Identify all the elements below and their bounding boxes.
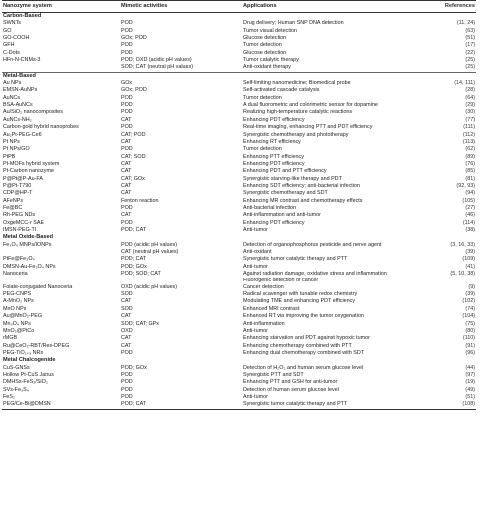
cell-mimetic-activities: POD; SOD; CAT [121,271,161,278]
cell-references: (51) [465,393,475,400]
table-row [2,242,476,249]
cell-applications: Self-activated cascade catalysis [243,87,320,94]
cell-references: (91) [465,342,475,349]
cell-mimetic-activities: POD; OXD (acidic pH values) [121,57,192,64]
cell-mimetic-activities: GOx; POD [121,87,147,94]
cell-applications: A dual fluorometric and colorimetric sensor for dopamine [243,102,378,109]
table-row [2,161,476,168]
cell-applications: Cancer detection [243,283,284,290]
cell-nanozyme-system: rMGB [3,335,18,342]
cell-references: (44) [465,364,475,371]
table-row [2,80,476,87]
table-row [2,264,476,271]
cell-applications: Enhancing PDT efficiency [243,116,305,123]
cell-nanozyme-system: OxgeMCC-r SAE [3,219,45,226]
table-row [2,64,476,72]
cell-references: (85) [465,168,475,175]
cell-references: (105) [462,197,475,204]
cell-nanozyme-system: Nanoceria [3,271,28,278]
cell-applications: Enhancing RT efficiency [243,138,301,145]
cell-mimetic-activities: POD; GOx [121,364,147,371]
cell-nanozyme-system: Fe₃O₄ MNPs/IONPs [3,241,52,248]
table-row [2,256,476,263]
cell-applications: Anti-tumor [243,327,268,334]
cell-references: (22) [465,49,475,56]
cell-mimetic-activities: POD [121,20,133,27]
cell-mimetic-activities: POD; CAT [121,226,147,233]
cell-nanozyme-system: GO-COOH [3,35,30,42]
cell-applications: Tumor catalytic therapy [243,57,299,64]
table-row [2,87,476,94]
cell-references: (113) [462,138,475,145]
section-title: Carbon-Based [3,13,42,19]
section-title: Metal Oxide-Based [3,234,54,241]
cell-applications: Enhancing PDT efficiency [243,160,305,167]
cell-applications: Detection of H₂O₂ and human serum glucose level [243,364,364,371]
cell-mimetic-activities: CAT [121,116,132,123]
cell-nanozyme-system: PEG-TiO₁₊ₓ NRs [3,349,44,356]
cell-applications: Anti-oxidant [243,249,272,255]
cell-mimetic-activities: POD [121,349,133,356]
cell-applications: Tumor visual detection [243,27,298,34]
cell-nanozyme-system: CuS-GNSs [3,364,30,371]
cell-references: (46) [465,212,475,219]
cell-references: (112) [462,131,475,138]
table-row [2,343,476,350]
cell-applications: Enhancing chemotherapy combined with PTT [243,342,352,349]
cell-nanozyme-system: Mn₃O₄ NPs [3,320,31,327]
cell-references: (89) [465,153,475,160]
cell-mimetic-activities: CAT [121,168,132,175]
cell-applications: Tumor detection [243,146,282,153]
table-row [2,146,476,153]
table-row [2,249,476,256]
section-title: Metal Chalcogenide [3,357,56,364]
nanozyme-table [2,0,476,410]
table-row [2,102,476,109]
cell-references: (17) [465,42,475,49]
cell-mimetic-activities: POD [121,204,133,211]
table-row [2,117,476,124]
cell-nanozyme-system: PEG-CNPS [3,291,32,298]
cell-references: (9) [468,283,475,290]
section-row [2,72,476,80]
table-row [2,394,476,401]
cell-applications: Glucose detection [243,49,287,56]
cell-references: (109) [462,256,475,263]
cell-applications: Enhancing PTT and GSH for anti-tumor [243,379,338,386]
section-title: Metal-Based [2,72,476,80]
cell-mimetic-activities: CAT [121,212,132,219]
cell-applications: Enhancing PDT and PTT efficiency [243,168,327,175]
cell-references: (51) [465,35,475,42]
cell-mimetic-activities: CAT [121,182,132,189]
cell-nanozyme-system: AuNCs [3,94,21,101]
cell-applications: Detection of human serum glucose level [243,386,339,393]
cell-references: (110) [462,335,475,342]
cell-references: (94) [465,190,475,197]
table-row [2,298,476,305]
cell-nanozyme-system: GO [3,27,12,34]
cell-applications: Synergistic chemotherapy and phototherapy [243,131,349,138]
cell-mimetic-activities: OXD [121,327,133,334]
cell-applications: Glucose detection [243,35,287,42]
cell-mimetic-activities: POD [121,124,133,131]
table-row [2,284,476,291]
table-row [2,365,476,372]
cell-nanozyme-system: SWNTs [3,20,21,27]
cell-nanozyme-system: Rh-PEG NDs [3,212,36,219]
table-header [2,1,476,13]
cell-applications: Synergistic chemotherapy and SDT [243,190,328,197]
cell-nanozyme-system: IMSN-PEG-TI [3,226,37,233]
cell-nanozyme-system: PtPB [3,153,16,160]
cell-references: (62) [465,146,475,153]
cell-applications: Real-time imaging, enhancing PTT and PDT efficiency [243,124,373,131]
cell-mimetic-activities: POD [121,102,133,109]
cell-applications: Tumor detection [243,94,282,101]
table-row [2,271,476,278]
cell-references: (49) [465,386,475,393]
table-row [2,401,476,409]
cell-nanozyme-system: AFeNPs [3,197,24,204]
cell-mimetic-activities: Fenton reaction [121,197,159,204]
cell-mimetic-activities: CAT [121,138,132,145]
cell-references: (81) [465,175,475,182]
cell-applications: Enhancing PTT efficiency [243,153,304,160]
cell-references: (97) [465,371,475,378]
cell-nanozyme-system: A-MnO₂ NPs [3,298,34,305]
header-references: References [432,1,476,13]
cell-mimetic-activities: POD; GOx [121,263,147,270]
cell-mimetic-activities: SOD; CAT (neutral pH values) [121,64,193,71]
table-row [2,132,476,139]
cell-references: (19) [465,379,475,386]
cell-nanozyme-system: CDP@HP-T [3,190,33,197]
table-row [2,220,476,227]
table-row [2,328,476,335]
cell-references: (28) [465,87,475,94]
table-row [2,212,476,219]
table-row [2,335,476,342]
cell-nanozyme-system: PEG/Ce-Bi@DMSN [2,401,120,409]
table-row [2,387,476,394]
cell-nanozyme-system: Fe@BC [3,204,23,211]
cell-nanozyme-system: HFn-N-CNMs-3 [3,57,41,64]
cell-mimetic-activities: POD [121,371,133,378]
cell-nanozyme-system: Au@MnO₂-PEG [3,313,43,320]
cell-applications: Against radiation damage, oxidative stress and inflammation [243,271,387,278]
cell-nanozyme-system: MnO₂@PtCo [3,327,35,334]
cell-applications: Enhancing SDT efficiency; anti-bacterial infection [243,182,360,189]
cell-nanozyme-system: P@Pt-T790 [3,182,32,189]
cell-nanozyme-system: Ru@CeO₂-RBT/Res-DPEG [3,342,70,349]
cell-references: (64) [465,94,475,101]
cell-mimetic-activities: OXD (acidic pH values) [121,283,178,290]
cell-nanozyme-system: Pt-MOFs hybrid system [3,160,60,167]
cell-references: (108) [432,401,476,409]
cell-applications: Enhancing starvation and PDT against hypoxic tumor [243,335,370,342]
cell-references: (11, 24) [456,20,475,27]
cell-applications: Anti-tumor [243,393,268,400]
section-row [2,357,476,364]
cell-nanozyme-system: BSA-AuNCs [3,102,33,109]
cell-references: (27) [465,204,475,211]
cell-applications: Enhancing PDT efficiency [243,219,305,226]
cell-references: (3, 16, 33) [450,241,475,248]
table-row [2,28,476,35]
table-row [2,306,476,313]
cell-mimetic-activities: POD [121,49,133,56]
table-row [2,168,476,175]
cell-applications: Anti-bacterial infection [243,204,297,211]
cell-applications: Anti-inflammation [243,320,285,327]
cell-mimetic-activities: CAT; GOx [121,175,145,182]
table-row [2,50,476,57]
cell-references: (74) [465,305,475,312]
cell-mimetic-activities: SOD [121,291,133,298]
cell-nanozyme-system: FeS₂ [3,393,15,400]
cell-references: (104) [462,313,475,320]
cell-applications: Anti-oxidant therapy [243,64,291,71]
cell-mimetic-activities: CAT [121,160,132,167]
cell-applications: Enhanced MRI contrast [243,305,300,312]
cell-applications: Anti-tumor [243,226,268,233]
cell-references: (75) [465,320,475,327]
cell-references: (39) [465,291,475,298]
section-row [2,13,476,21]
cell-mimetic-activities: POD; CAT [121,256,147,263]
cell-applications: Synergistic starving-like therapy and PDT [243,175,342,182]
table-row [2,183,476,190]
cell-nanozyme-system: PtFe@Fe₃O₄ [3,256,35,263]
table-row [2,109,476,116]
table-row [2,313,476,320]
cell-nanozyme-system: Carbon-gold hybrid nanoprobes [3,124,79,131]
cell-references: (92, 93) [456,182,475,189]
cell-nanozyme-system: Pt-Carbon nanozyme [3,168,54,175]
cell-mimetic-activities: POD (acidic pH values) [121,241,178,248]
table-row [2,35,476,42]
section-row [2,234,476,241]
table-row [2,154,476,161]
cell-references: (76) [465,160,475,167]
cell-applications: Detection of organophosphorus pesticide and nerve agent [243,241,382,248]
cell-applications: Anti-inflammation and anti-tumor [243,212,321,219]
table-row [2,227,476,234]
table-body [2,13,476,410]
cell-mimetic-activities: POD [121,27,133,34]
table-row [2,57,476,64]
table-row [2,20,476,27]
cell-mimetic-activities: CAT [121,335,132,342]
cell-nanozyme-system: DMSN-Au-Fe₃O₄ NPs [3,263,56,270]
cell-nanozyme-system: C-Dots [3,49,20,56]
cell-mimetic-activities: CAT [121,190,132,197]
cell-applications: Anti-tumor [243,263,268,270]
table-row [2,291,476,298]
table-row [2,176,476,183]
cell-applications: Synergistic PTT and SDT [243,371,304,378]
cell-nanozyme-system: MnO NPs [3,305,27,312]
cell-applications: Enhanced RT via improving the tumor oxygenation [243,313,364,320]
header-mimetic-activities: Mimetic activities [120,1,242,13]
cell-mimetic-activities: CAT [121,298,132,305]
cell-mimetic-activities: POD; CAT [120,401,242,409]
cell-mimetic-activities: CAT (neutral pH values) [121,249,179,255]
cell-mimetic-activities: POD [121,42,133,49]
table-row [2,350,476,357]
cell-applications: Drug delivery; Human SNP DNA detection [243,20,344,27]
cell-nanozyme-system [2,64,120,72]
header-applications: Applications [242,1,432,13]
table-row [2,95,476,102]
cell-mimetic-activities: CAT; SOD [121,153,146,160]
cell-nanozyme-system: P@Pt@P-Au-FA [3,175,44,182]
cell-applications: Enhancing MR contrast and chemotherapy effects [243,197,363,204]
cell-applications: Synergistic tumor catalytic therapy and PTT [243,256,348,263]
cell-nanozyme-system: Pt NPs/GO [3,146,30,153]
cell-references: (38) [465,226,475,233]
cell-references: (29) [465,102,475,109]
cell-references: (63) [465,27,475,34]
table-row [2,379,476,386]
cell-references: (114) [462,219,475,226]
table-row [2,205,476,212]
cell-mimetic-activities: CAT [121,342,132,349]
cell-nanozyme-system: Hollow Pt-CuS Janus [3,371,54,378]
table-row [2,321,476,328]
cell-mimetic-activities: POD [121,94,133,101]
cell-applications: Enhancing dual chemotherapy combined with SDT [243,349,365,356]
cell-applications: Synergistic tumor catalytic therapy and PTT [242,401,432,409]
cell-mimetic-activities: POD [121,146,133,153]
cell-nanozyme-system: Pt NPs [3,138,20,145]
header-row [2,1,476,13]
cell-nanozyme-system: DMHSs-FeS₂/SiO₂ [3,379,48,386]
cell-mimetic-activities: GOx [121,80,133,87]
cell-nanozyme-system: Folate-conjugated Nanoceria [3,283,73,290]
cell-nanozyme-system: Au NPs [3,80,22,87]
cell-references: (39) [465,249,475,255]
cell-mimetic-activities: POD [121,379,133,386]
cell-applications: Self-limiting nanomedicine; Biomedical probe [243,80,351,87]
table-row [2,190,476,197]
cell-nanozyme-system: EMSN-AuNPs [3,87,38,94]
table-row [2,42,476,49]
cell-references: (102) [462,298,475,305]
cell-references: (14, 111) [454,80,475,87]
cell-applications: Fluorogenic detection of cancer [243,278,319,284]
cell-mimetic-activities: POD [121,386,133,393]
cell-references: (111) [463,124,475,131]
cell-mimetic-activities: POD [121,219,133,226]
cell-nanozyme-system: SVs-Fe₃S₄ [3,386,29,393]
table-row [2,124,476,131]
header-nanozyme-system: Nanozyme system [2,1,120,13]
cell-references: (80) [465,327,475,334]
cell-references: (25) [465,57,475,64]
cell-nanozyme-system: Au₂Pt-PEG-Ce6 [3,131,42,138]
cell-mimetic-activities: POD [121,393,133,400]
cell-references: (25) [465,64,475,71]
cell-applications: Tumor detection [243,42,282,49]
table-row [2,198,476,205]
cell-applications: Realizing high-temperature catalytic reactions [243,109,353,116]
cell-mimetic-activities: CAT [121,313,132,320]
table-row [2,139,476,146]
cell-references: (96) [465,349,475,356]
cell-references: (30) [465,109,475,116]
cell-mimetic-activities: SOD; CAT; GPx [121,320,159,327]
cell-applications: Radical scavenger with tunable redox chemistry [243,291,358,298]
cell-mimetic-activities: CAT; POD [121,131,146,138]
cell-nanozyme-system: Au/SiO₂ nanocomposites [3,109,63,116]
cell-references: (41) [465,263,475,270]
cell-references: (5, 10, 38) [450,271,475,278]
cell-references: (77) [465,116,475,123]
cell-mimetic-activities: SOD [121,305,133,312]
table-row [2,372,476,379]
cell-nanozyme-system: AuNCs-NH₂ [3,116,32,123]
cell-mimetic-activities: GOx; POD [121,35,147,42]
cell-applications: Modulating TME and enhancing PDT efficiency [243,298,356,305]
cell-nanozyme-system: GFH [3,42,15,49]
cell-mimetic-activities: POD [121,109,133,116]
cell-nanozyme-system [2,249,120,256]
